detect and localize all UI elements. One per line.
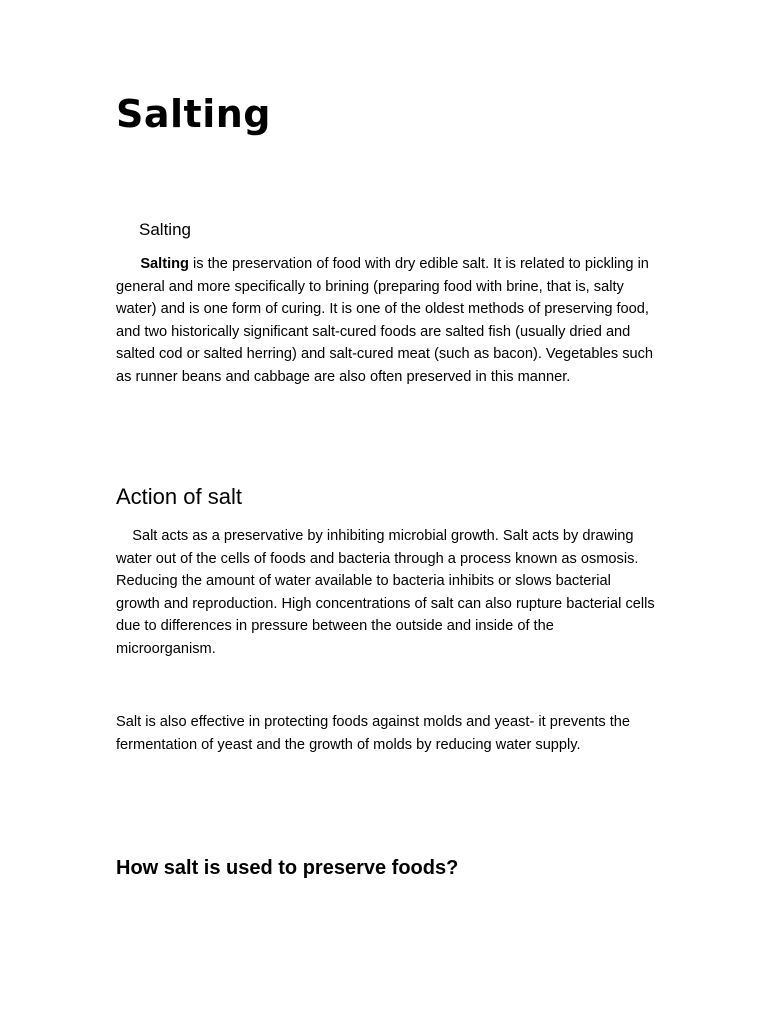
intro-lead-term: Salting — [140, 256, 189, 272]
intro-paragraph — [116, 253, 656, 388]
page-title: Salting — [116, 92, 271, 136]
action-paragraph-1 — [116, 525, 656, 660]
action-paragraph-1-text: Salt acts as a preservative by inhibiting microbial growth. Salt acts by drawing water out of the cells of foods and bacteria through a process known as osmosis. Reducing the amount of water available to bacteria inhibits or slows bacterial growth and reproduction. High concentrations of salt can also rupture bacterial cells due to differences in pressure between the outside and inside of the microorganism. — [116, 528, 655, 657]
heading-how-salt-is-used: How salt is used to preserve foods? — [116, 857, 459, 879]
intro-paragraph-text: is the preservation of food with dry edible salt. It is related to pickling in general and more specifically to brining (preparing food with brine, that is, salty water) and is one form of curing. It is one of the oldest methods of preserving food, and two historically significant salt-cured foods are salted fish (usually dried and salted cod or salted herring) and salt-cured meat (such as bacon). Vegetables such as runner beans and cabbage are also often preserved in this manner. — [116, 256, 654, 385]
section-subtitle: Salting — [139, 220, 191, 239]
action-paragraph-2: Salt is also effective in protecting foods against molds and yeast- it prevents the fermentation of yeast and the growth of molds by reducing water supply. — [116, 714, 631, 753]
heading-action-of-salt: Action of salt — [116, 484, 242, 509]
